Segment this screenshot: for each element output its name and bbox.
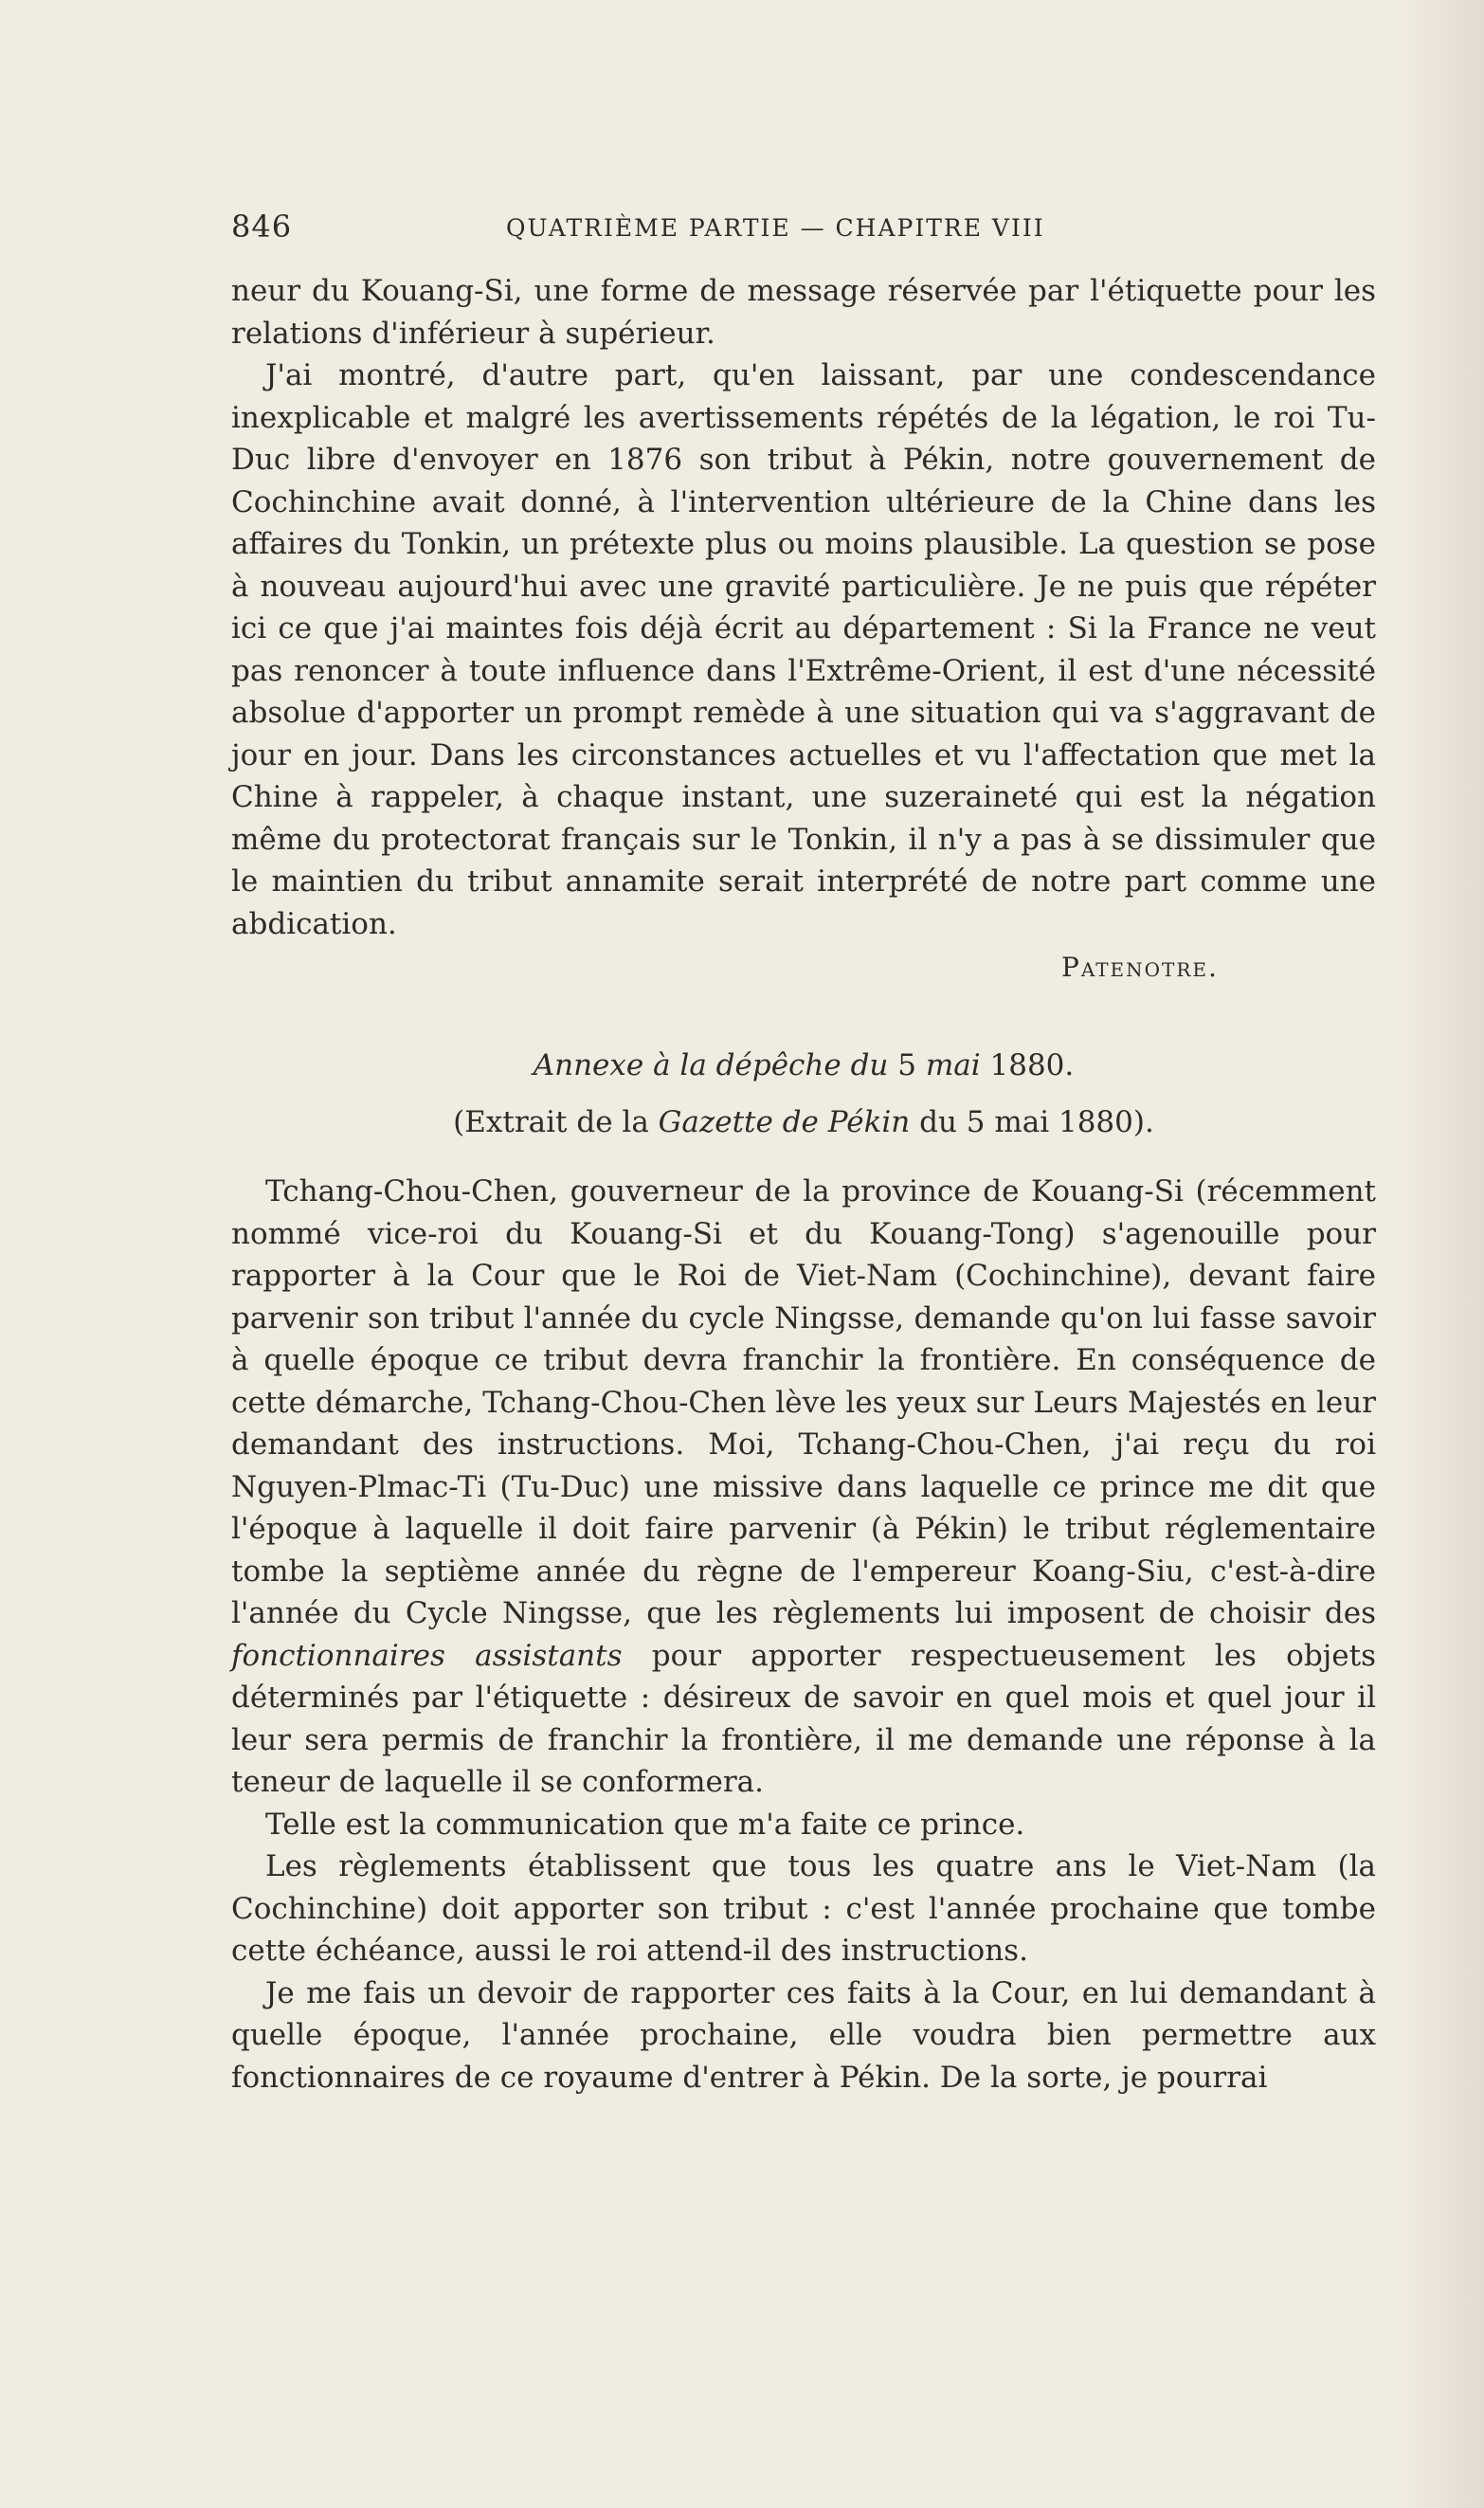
page-edge-shadow xyxy=(1399,0,1484,2508)
annex-title xyxy=(231,1045,1376,1086)
annex-p1-part-a: Tchang-Chou-Chen, gouverneur de la province de Kouang-Si (récemment nommé vice-roi du Kouang-Si et du Kouang-Tong) s'agenouille pour rapporter à la Cour que le Roi de Viet-Nam (Cochinchine), devant faire parvenir son tribut l'année du cycle Ningsse, demande qu'on lui fasse savoir à quelle époque ce tribut devra franchir la frontière. En conséquence de cette démarche, Tchang-Chou-Chen lève les yeux sur Leurs Majestés en leur demandant des instructions. Moi, Tchang-Chou-Chen, j'ai reçu du roi Nguyen-Plmac-Ti (Tu-Duc) une missive dans laquelle ce prince me dit que l'époque à laquelle il doit faire parvenir (à Pékin) le tribut réglementaire tombe la septième année du règne de l'empereur Koang-Siu, c'est-à-dire l'année du Cycle Ningsse, que les règlements lui imposent de choisir des xyxy=(231,1174,1376,1630)
annex-title-day: 5 xyxy=(897,1048,916,1082)
page-header xyxy=(231,207,1378,254)
annex-paragraph-4: Je me fais un devoir de rapporter ces faits à la Cour, en lui demandant à quelle époque, l'année prochaine, elle voudra bien permettre aux fonctionnaires de ce royaume d'entrer à Pékin. De la sorte, je pourrai xyxy=(231,1975,1376,2095)
signature: Patenotre. xyxy=(1061,952,1219,983)
annex-paragraph-2: Telle est la communication que m'a faite ce prince. xyxy=(265,1807,1025,1842)
annex-sub-open: (Extrait de la xyxy=(453,1105,649,1139)
annex-p1-italic: fonctionnaires assistants xyxy=(231,1638,623,1673)
annex-title-italic: Annexe à la dépêche du xyxy=(533,1048,889,1082)
annex-title-month: mai xyxy=(925,1048,981,1082)
annex-paragraph-3: Les règlements établissent que tous les quatre ans le Viet-Nam (la Cochinchine) doit apporter son tribut : c'est l'année prochaine que tombe cette échéance, aussi le roi attend-il des instructions. xyxy=(231,1849,1376,1968)
annex-sub-italic: Gazette de Pékin xyxy=(658,1105,911,1139)
annex-paragraph-1 xyxy=(231,1171,1376,1804)
letter-paragraph-2: J'ai montré, d'autre part, qu'en laissant, par une condescendance inexplicable et malgré les avertissements répétés de la légation, le roi Tu-Duc libre d'envoyer en 1876 son tribut à Pékin, notre gouvernement de Cochinchine avait donné, à l'intervention ultérieure de la Chine dans les affaires du Tonkin, un prétexte plus ou moins plausible. La question se pose à nouveau aujourd'hui avec une gravité particulière. Je ne puis que répéter ici ce que j'ai maintes fois déjà écrit au département : Si la France ne veut pas renoncer à toute influence dans l'Extrême-Orient, il est d'une nécessité absolue d'apporter un prompt remède à une situation qui va s'aggravant de jour en jour. Dans les circonstances actuelles et vu l'affectation que met la Chine à rappeler, à chaque instant, une suzeraineté qui est la négation même du protectorat français sur le Tonkin, il n'y a pas à se dissimuler que le maintien du tribut annamite serait interprété de notre part comme une abdication. xyxy=(231,358,1376,941)
annex-sub-close: du 5 mai 1880). xyxy=(919,1105,1154,1139)
annex-p1-part-b: pour apporter respectueusement les objets déterminés par l'étiquette : désireux de savoir en quel mois et quel jour il leur sera permis de franchir la frontière, il me demande une réponse à la teneur de laquelle il se conformera. xyxy=(231,1638,1377,1799)
running-title: QUATRIÈME PARTIE — CHAPITRE VIII xyxy=(506,214,1045,242)
letter-body xyxy=(231,270,1376,945)
annex-subtitle xyxy=(231,1101,1376,1143)
letter-paragraph-1: neur du Kouang-Si, une forme de message réservée par l'étiquette pour les relations d'inférieur à supérieur. xyxy=(231,274,1376,351)
annex-body xyxy=(231,1171,1376,2099)
page-number: 846 xyxy=(231,209,293,245)
annex-title-year: 1880. xyxy=(989,1048,1075,1082)
